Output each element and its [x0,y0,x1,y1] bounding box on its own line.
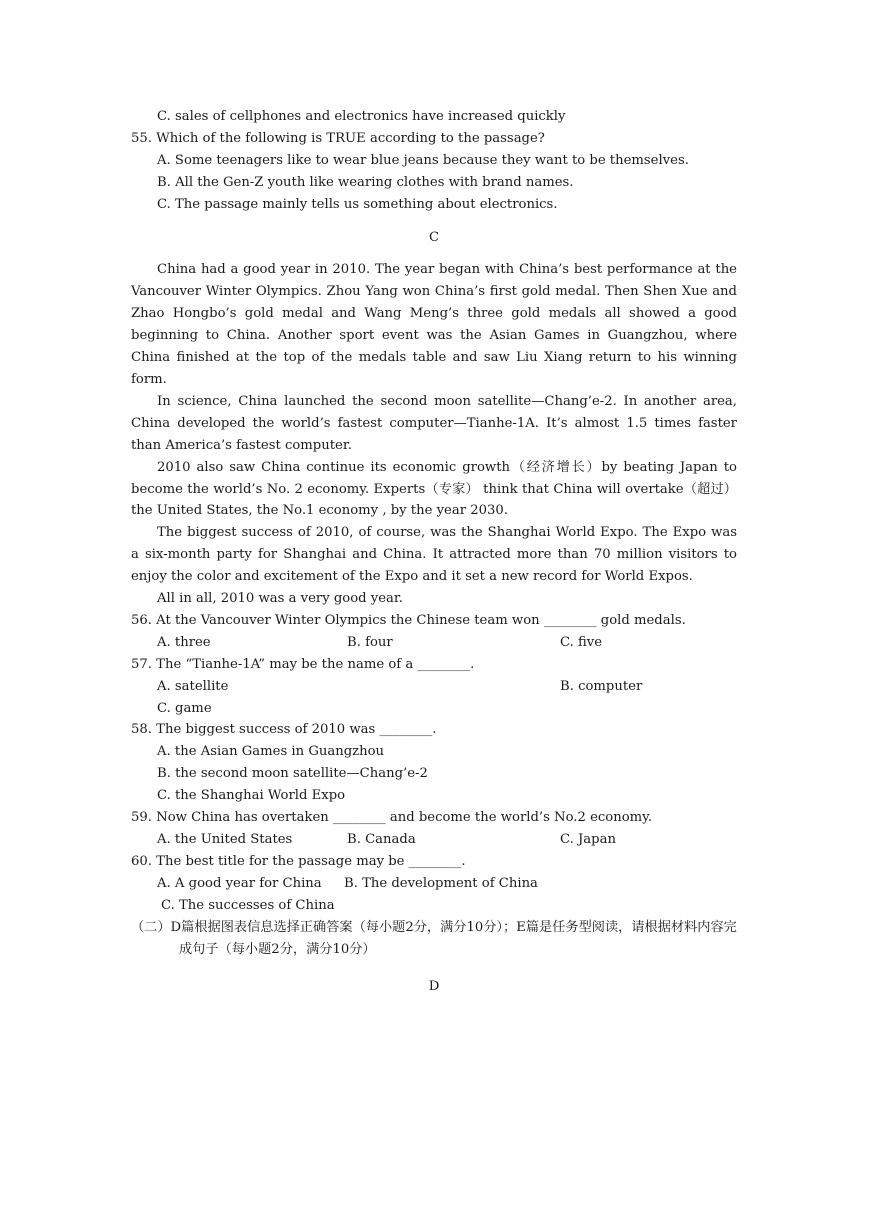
option-c: C. The passage mainly tells us something about electronics. [157,196,558,212]
exam-page [131,106,737,1009]
question-stem: 58. The biggest success of 2010 was ________. [131,722,437,738]
question-stem: 59. Now China has overtaken ________ and become the world’s No.2 economy. [131,810,653,826]
passage-paragraph: All in all, 2010 was a very good year. [157,591,403,607]
passage-paragraph: The biggest success of 2010, of course, was the Shanghai World Expo. The Expo was a six-month party for Shanghai and China. It attracted more than 70 million visitors to enjoy the color and excitement of the Expo and it set a new record for World Expos. [131,525,737,585]
options-row [131,829,737,851]
question-58 [131,719,737,807]
option-a: A. the Asian Games in Guangzhou [157,744,385,760]
q54-option-c: C. sales of cellphones and electronics have increased quickly [157,109,566,124]
options-row [131,873,737,895]
passage-paragraph: In science, China launched the second moon satellite—Chang’e-2. In another area, China developed the world’s fastest computer—Tianhe-1A. It’s almost 1.5 times faster than America’s fastest computer. [131,393,737,453]
options-row [131,632,737,654]
option-c: C. The successes of China [161,897,335,913]
question-55 [131,128,737,216]
question-60 [131,851,737,917]
option-a: A. three [157,634,211,650]
option-a: A. A good year for China [157,875,322,891]
options-row [131,676,737,698]
section-c-heading: C [428,229,440,245]
passage-paragraph: China had a good year in 2010. The year began with China’s best performance at the Vancouver Winter Olympics. Zhou Yang won China’s first gold medal. Then Shen Xue and Zhao Hongbo’s gold medal and Wang Meng’s three gold medals all showed a good beginning to China. Another sport event was the Asian Games in Guangzhou, where China finished at the top of the medals table and saw Liu Xiang return to his winning form. [131,262,737,387]
option-c: C. Japan [560,832,616,847]
question-57 [131,654,737,720]
option-b: B. All the Gen-Z youth like wearing clothes with brand names. [157,174,574,190]
passage-paragraph: 2010 also saw China continue its economic growth（经济增长）by beating Japan to become the world’s No. 2 economy. Experts（专家） think that China will overtake（超过） the United States, the No.1 economy , by the year 2030. [131,459,737,519]
option-a: A. the United States [157,832,293,847]
question-stem: 57. The “Tianhe-1A” may be the name of a ________. [131,656,475,672]
option-c: C. the Shanghai World Expo [157,788,346,804]
question-stem: 55. Which of the following is TRUE according to the passage? [131,130,545,146]
option-a: A. Some teenagers like to wear blue jeans because they want to be themselves. [157,152,689,168]
option-c: C. game [157,700,212,716]
part-two-instruction: （二）D篇根据图表信息选择正确答案（每小题2分，满分10分）；E篇是任务型阅读，请根据材料内容完成句子（每小题2分，满分10分） [131,919,737,957]
option-c: C. five [560,634,603,650]
option-b: B. the second moon satellite—Chang’e-2 [157,766,428,782]
option-b: B. computer [560,678,643,694]
question-56 [131,610,737,654]
question-stem: 56. At the Vancouver Winter Olympics the Chinese team won ________ gold medals. [131,612,686,628]
option-b: B. four [347,634,393,650]
passage-c [131,259,737,610]
option-a: A. satellite [157,678,229,694]
option-b: B. The development of China [344,875,538,891]
question-59 [131,807,737,851]
question-stem: 60. The best title for the passage may be ________. [131,853,466,869]
option-b: B. Canada [347,832,416,847]
section-d-heading: D [428,979,440,995]
